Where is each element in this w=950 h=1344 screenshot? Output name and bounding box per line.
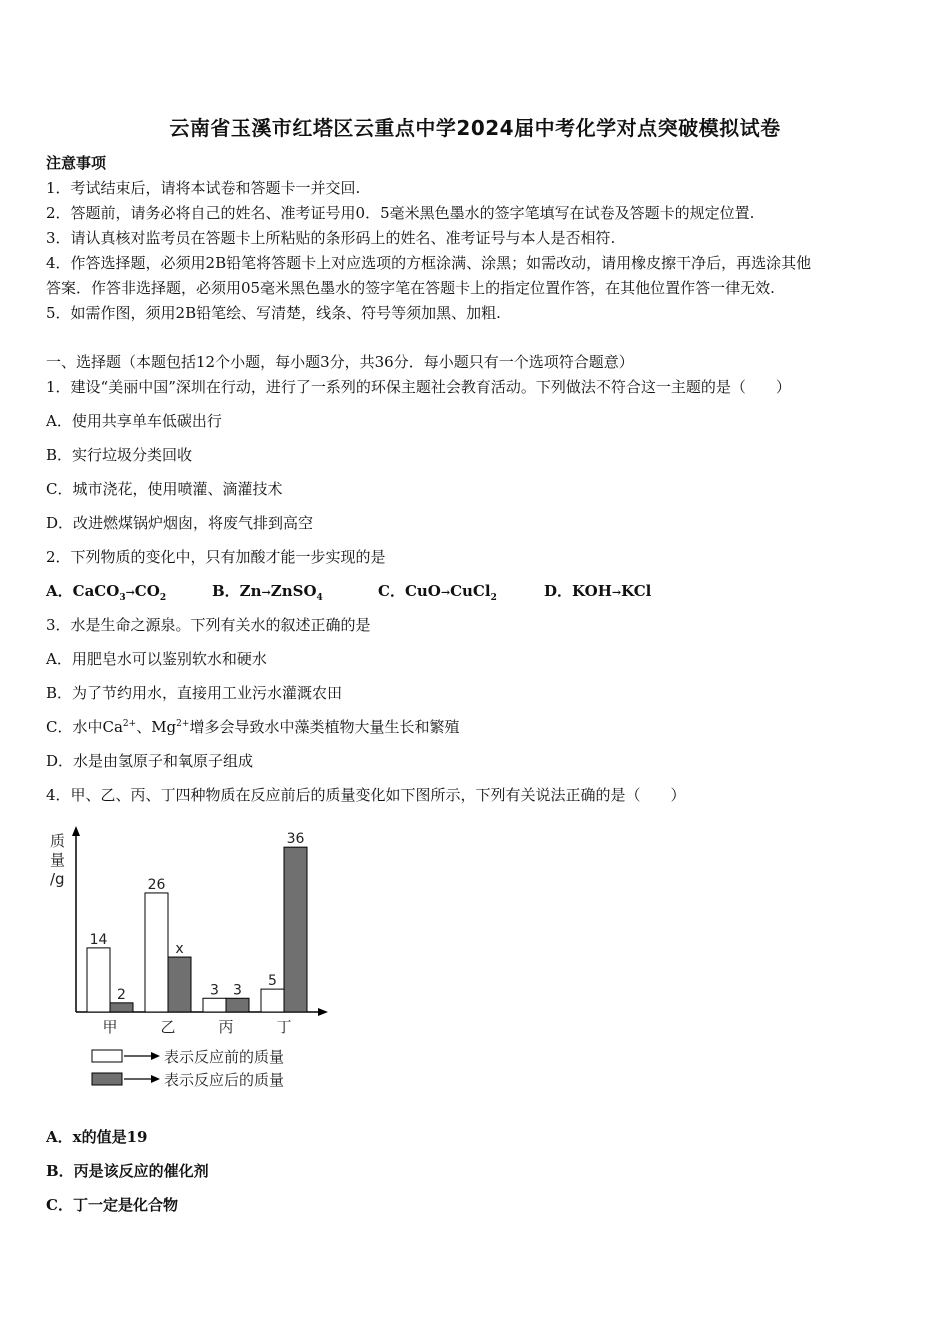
data-label: 2	[117, 986, 126, 1003]
bar-before	[261, 989, 284, 1012]
question-3-option-a: A．用肥皂水可以鉴别软水和硬水	[46, 650, 267, 668]
bar-after	[226, 998, 249, 1012]
data-label: 3	[233, 982, 242, 999]
mass-change-chart	[44, 818, 334, 1090]
bar-after	[110, 1003, 133, 1012]
notice-item: 答案．作答非选择题，必须用05毫米黑色墨水的签字笔在答题卡上的指定位置作答，在其他位置作答一律无效.	[46, 279, 775, 297]
category-label: 丙	[218, 1018, 234, 1036]
question-3-option-c: C．水中$Ca^{2+}$、$Mg^{2+}$增多会导致水中藻类植物大量生长和繁殖	[46, 718, 460, 736]
y-axis-label: 质	[50, 832, 66, 850]
section-heading: 一、选择题（本题包括12个小题，每小题3分，共36分．每小题只有一个选项符合题意）	[46, 353, 634, 371]
question-4-option-b: B．丙是该反应的催化剂	[46, 1162, 209, 1180]
notice-item: 3．请认真核对监考员在答题卡上所粘贴的条形码上的姓名、准考证号与本人是否相符.	[46, 229, 616, 247]
bar-before	[87, 948, 110, 1012]
legend-arrow-head	[151, 1075, 160, 1083]
question-4-option-c: C．丁一定是化合物	[46, 1196, 178, 1214]
bar-after	[284, 847, 307, 1012]
bar-before	[145, 893, 168, 1012]
question-2-option-b: B．Zn→ZnSO$_4$	[212, 582, 323, 603]
category-label: 甲	[102, 1018, 118, 1036]
legend-arrow-head	[151, 1052, 160, 1060]
legend-label: 表示反应前的质量	[164, 1048, 285, 1066]
notice-item: 4．作答选择题，必须用2B铅笔将答题卡上对应选项的方框涂满、涂黑；如需改动，请用橡皮擦干净后，再选涂其他	[46, 254, 812, 272]
question-1-option-a: A．使用共享单车低碳出行	[46, 412, 222, 430]
data-label: 3	[210, 982, 219, 999]
data-label: x	[175, 941, 184, 958]
y-axis-label: /g	[50, 870, 65, 888]
question-4-stem: 4．甲、乙、丙、丁四种物质在反应前后的质量变化如下图所示，下列有关说法正确的是（ ）	[46, 786, 686, 804]
data-label: 14	[89, 931, 108, 948]
data-label: 36	[286, 831, 305, 848]
y-axis-label: 量	[50, 851, 66, 869]
notice-item: 1．考试结束后，请将本试卷和答题卡一并交回.	[46, 179, 361, 197]
legend-swatch	[92, 1073, 122, 1085]
question-3-option-b: B．为了节约用水，直接用工业污水灌溉农田	[46, 684, 343, 702]
notice-heading: 注意事项	[46, 154, 107, 172]
question-2-option-a: A．$CaCO_3\to CO_2$	[46, 582, 167, 603]
question-3-option-d: D．水是由氢原子和氧原子组成	[46, 752, 254, 770]
question-3-stem: 3．水是生命之源泉。下列有关水的叙述正确的是	[46, 616, 371, 634]
question-2-option-d: D．KOH→KCl	[544, 582, 652, 600]
bar-before	[203, 998, 226, 1012]
page-title: 云南省玉溪市红塔区云重点中学2024届中考化学对点突破模拟试卷	[169, 116, 781, 140]
data-label: 5	[268, 973, 277, 990]
legend-swatch	[92, 1050, 122, 1062]
question-1-option-d: D．改进燃煤锅炉烟囱，将废气排到高空	[46, 514, 314, 532]
question-2-stem: 2．下列物质的变化中，只有加酸才能一步实现的是	[46, 548, 386, 566]
y-axis-arrow	[72, 826, 80, 836]
category-label: 乙	[160, 1018, 176, 1036]
legend-label: 表示反应后的质量	[164, 1071, 285, 1089]
notice-item: 5．如需作图，须用2B铅笔绘、写清楚，线条、符号等须加黑、加粗.	[46, 304, 501, 322]
bar-after	[168, 957, 191, 1012]
data-label: 26	[147, 876, 166, 893]
x-axis-arrow	[318, 1008, 328, 1016]
question-1-option-b: B．实行垃圾分类回收	[46, 446, 193, 464]
question-4-option-a: A．x的值是19	[46, 1128, 148, 1146]
question-1-stem: 1．建设“美丽中国”深圳在行动，进行了一系列的环保主题社会教育活动。下列做法不符合这一主题的是（ ）	[46, 378, 791, 396]
category-label: 丁	[276, 1018, 292, 1036]
question-2-option-c: C．CuO→CuCl$_2$	[378, 582, 497, 603]
question-1-option-c: C．城市浇花，使用喷灌、滴灌技术	[46, 480, 283, 498]
notice-item: 2．答题前，请务必将自己的姓名、准考证号用0．5毫米黑色墨水的签字笔填写在试卷及答题卡的规定位置.	[46, 204, 755, 222]
